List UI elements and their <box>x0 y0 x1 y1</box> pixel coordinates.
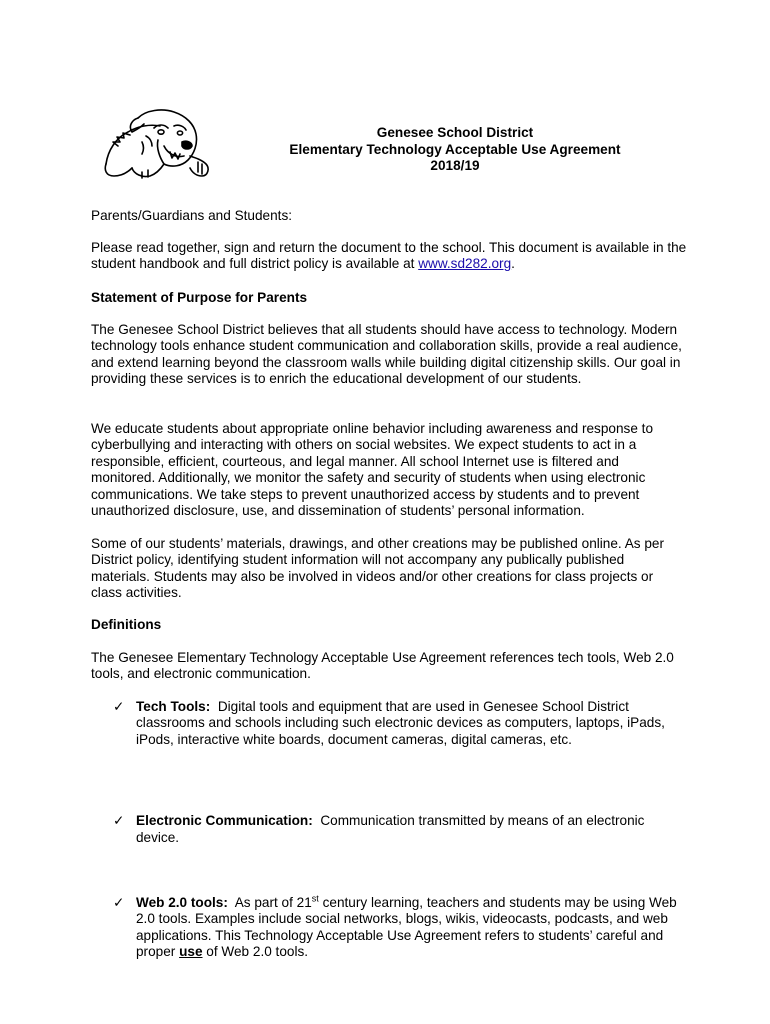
intro-block <box>91 240 689 273</box>
definition-text <box>136 813 691 846</box>
purpose-heading-block <box>91 290 691 306</box>
definition-description: Communication transmitted by means of an electronic device. <box>136 813 645 845</box>
agreement-title: Elementary Technology Acceptable Use Agreement <box>289 141 621 157</box>
purpose-heading: Statement of Purpose for Parents <box>91 290 308 305</box>
bulldog-logo <box>98 106 214 182</box>
definitions-heading: Definitions <box>91 617 162 632</box>
definitions-intro: The Genesee Elementary Technology Acceptable Use Agreement references tech tools, Web 2.0 tools, and electronic communication. <box>91 650 674 682</box>
purpose-para1-block <box>91 322 689 388</box>
definition-term: Electronic Communication: <box>136 813 313 829</box>
definition-description-a: As part of 21 <box>234 895 312 911</box>
salutation: Parents/Guardians and Students: <box>91 208 293 223</box>
purpose-paragraph-2: We educate students about appropriate online behavior including awareness and response to cyberbullying and interacting with others on social websites. We expect students to act in a responsible, efficient, courteous, and legal manner. All school Internet use is filtered and monitored. Additionally, we monitor the safety and security of students when using electronic communications. We take steps to prevent unauthorized access by students and to prevent unauthorized disclosure, use, and dissemination of students’ personal information. <box>91 421 654 519</box>
district-name: Genesee School District <box>376 125 534 140</box>
purpose-para3-block <box>91 536 683 602</box>
document-header <box>280 125 630 175</box>
district-website-link[interactable]: www.sd282.org <box>418 256 512 272</box>
definitions-heading-block <box>91 617 691 633</box>
checkmark-icon: ✓ <box>113 699 125 714</box>
intro-paragraph <box>91 240 689 273</box>
intro-text: Please read together, sign and return the document to the school. This document is available in the student handbook and full district policy is available at <box>91 240 687 272</box>
checkmark-icon: ✓ <box>113 813 125 829</box>
definitions-intro-block <box>91 650 676 683</box>
intro-text-end: . <box>511 256 515 272</box>
definition-description-b: century learning, teachers and students may be using Web 2.0 tools. Examples include social networks, blogs, wikis, videocasts, podcasts, and web applications. This Technology Acceptable Use Agreement refers to students’ careful and proper <box>136 895 677 960</box>
purpose-para2-block <box>91 421 681 519</box>
definition-description: Digital tools and equipment that are used in Genesee School District classrooms and schools including such electronic devices as computers, laptops, iPads, iPods, interactive white boards, document cameras, digital cameras, etc. <box>136 699 665 747</box>
definition-description-c: of Web 2.0 tools. <box>202 944 309 960</box>
definition-text <box>136 699 691 748</box>
definition-term: Tech Tools: <box>136 699 211 714</box>
definition-item <box>91 895 691 961</box>
purpose-paragraph-1: The Genesee School District believes that all students should have access to technology. Modern technology tools enhance student communication and collaboration skills, provide a real audience, and extend learning beyond the classroom walls while building digital citizenship skills. Our goal in providing these services is to enrich the educational development of our students. <box>91 322 682 387</box>
definition-text <box>136 895 691 961</box>
emphasized-use: use <box>179 944 203 960</box>
definition-item <box>91 699 691 748</box>
definition-term: Web 2.0 tools: <box>136 895 228 911</box>
school-year: 2018/19 <box>430 158 480 173</box>
checkmark-icon: ✓ <box>113 895 125 911</box>
definition-item <box>91 813 691 846</box>
salutation-block <box>91 208 691 224</box>
superscript-st: st <box>311 893 319 904</box>
purpose-paragraph-3: Some of our students’ materials, drawings, and other creations may be published online. As per District policy, identifying student information will not accompany any publically published materials. Students may also be involved in videos and/or other creations for class projects or class activities. <box>91 536 665 601</box>
